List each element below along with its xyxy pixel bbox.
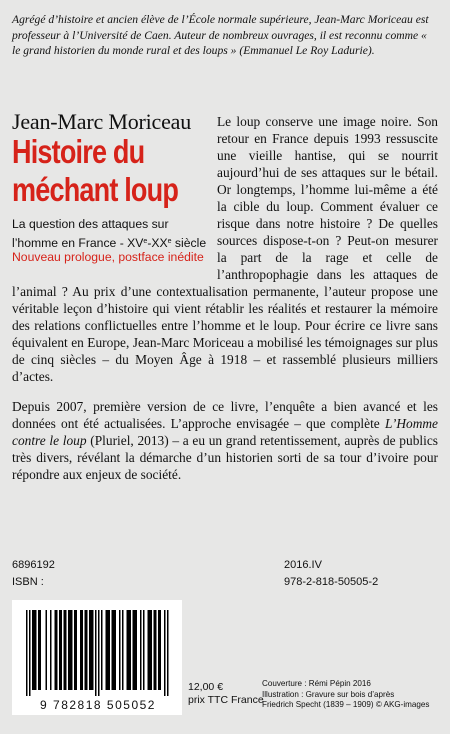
product-code: 6896192 (12, 559, 55, 571)
author-bio: Agrégé d’histoire et ancien élève de l’École normale supérieure, Jean-Marc Moriceau est professeur à l’Université de Caen. Auteur de nombreux ouvrages, il est reconnu comme « le grand historien du monde rural et des loups » (Emmanuel Le Roy Ladurie). (12, 13, 429, 57)
barcode-bar (160, 610, 162, 690)
barcode-bar (80, 610, 82, 690)
illustration-credit-1: Illustration : Gravure sur bois d’après (262, 689, 395, 699)
barcode-bar (86, 610, 88, 690)
barcode-bar (109, 610, 111, 690)
barcode-bar (136, 610, 138, 690)
barcode-bar (59, 610, 61, 690)
price: 12,00 € (188, 681, 224, 693)
barcode-bar (134, 610, 136, 690)
barcode-bar (112, 610, 114, 690)
para2-text-end: (Pluriel, 2013) – a eu un grand retentissement, auprès de publics très divers, révélant la démarche d’un historien sorti de sa tour d’ivoire pour répondre aux enjeux de société. (12, 433, 438, 482)
cited-book-title: L’Homme contre le loup (12, 416, 438, 448)
subtitle-text: La question des attaques sur l’homme en France - XV (12, 217, 169, 250)
barcode-bar (92, 610, 94, 690)
barcode-bar (46, 610, 48, 690)
price-note: prix TTC France (188, 694, 264, 706)
barcode-bar (107, 610, 109, 690)
subtitle-end: siècle (171, 236, 207, 250)
para2-text: Depuis 2007, première version de ce livre, l’enquête a bien avancé et les données ont été actualisées. L’approche envisagée – que complète (12, 399, 438, 431)
barcode-bar (143, 610, 145, 690)
edition-tagline: Nouveau prologue, postface inédite (12, 250, 204, 264)
barcode-bar (95, 610, 97, 696)
barcode-bar (158, 610, 160, 690)
price-block (188, 681, 264, 707)
barcode-bar (76, 610, 78, 690)
barcode-bar (64, 610, 66, 690)
barcode-bar (130, 610, 132, 690)
title-line-2: méchant loup (12, 171, 179, 208)
barcode (12, 600, 182, 715)
barcode-bar (29, 610, 31, 696)
isbn-label: ISBN : (12, 576, 44, 588)
title-block-spacer (12, 113, 217, 279)
blurb-paragraph-1: Le loup conserve une image noire. Son retour en France depuis 1993 ressuscite une vieille hantise, qui se nourrit aujourd’hui de ses attaques sur le bétail. Or longtemps, l’homme lui-même a été la cible du loup. Comment évaluer ce risque dans notre histoire ? De quelles sources dispose-t-on ? Peut-on mesurer la part de la rage et celle de l’anthropophagie dans les attaques de l’animal ? Au prix d’une contextualisation permanente, l’auteur propose une véritable leçon d’histoire qui vient rétablir les réalités et restaurer la mémoire des relations conflictuelles entre l’homme et le loup. Pour écrire ce livre sans équivalent en Europe, Jean-Marc Moriceau a mobilisé les témoignages sur plus de cinq siècles – du Moyen Âge à 1918 – et rassemblé plusieurs milliers d’actes. (12, 114, 438, 384)
author-name: Jean-Marc Moriceau (12, 109, 192, 134)
barcode-bar (154, 610, 156, 690)
barcode-bar (149, 610, 151, 690)
image-credits (262, 679, 429, 711)
subtitle-sup-1: e (143, 238, 148, 245)
barcode-bar (40, 610, 42, 690)
barcode-bar (113, 610, 115, 690)
barcode-bar (55, 610, 57, 690)
barcode-bar (167, 610, 169, 696)
illustration-credit-2: Friedrich Specht (1839 – 1909) © AKG-images (262, 700, 430, 709)
barcode-bar (89, 610, 91, 690)
barcode-bar (106, 610, 108, 690)
barcode-bar (68, 610, 70, 690)
blurb (12, 113, 438, 483)
barcode-bar (65, 610, 67, 690)
barcode-bar (34, 610, 36, 690)
title-line-1: Histoire du (12, 133, 145, 170)
barcode-bar (98, 610, 100, 696)
isbn-number: 978-2-818-50505-2 (284, 576, 379, 588)
barcode-bars (18, 610, 176, 696)
barcode-bar (71, 610, 73, 690)
barcode-digits: 9 782818 505052 (40, 698, 156, 712)
barcode-bar (155, 610, 157, 690)
barcode-bar (151, 610, 153, 690)
blurb-paragraph-2 (12, 398, 438, 483)
barcode-bar (119, 610, 121, 690)
barcode-bar (70, 610, 72, 690)
cover-credit: Couverture : Rémi Pépin 2016 (262, 679, 371, 688)
barcode-bar (128, 610, 130, 690)
barcode-bar (122, 610, 124, 690)
barcode-bar (38, 610, 40, 690)
barcode-bar (32, 610, 34, 690)
barcode-bar (127, 610, 129, 690)
barcode-bar (133, 610, 135, 690)
barcode-bar (164, 610, 166, 696)
barcode-bar (148, 610, 150, 690)
barcode-bar (74, 610, 76, 690)
barcode-bar (91, 610, 93, 690)
barcode-bar (115, 610, 117, 690)
barcode-bar (35, 610, 37, 690)
subtitle-sup-2: e (167, 238, 172, 245)
barcode-bar (56, 610, 58, 690)
barcode-bar (26, 610, 28, 696)
barcode-bar (101, 610, 103, 690)
subtitle-mid: -XX (147, 236, 168, 250)
barcode-bar (50, 610, 52, 690)
barcode-bar (82, 610, 84, 690)
edition-code: 2016.IV (284, 559, 322, 571)
barcode-bar (140, 610, 142, 690)
barcode-bar (61, 610, 63, 690)
barcode-bar (85, 610, 87, 690)
